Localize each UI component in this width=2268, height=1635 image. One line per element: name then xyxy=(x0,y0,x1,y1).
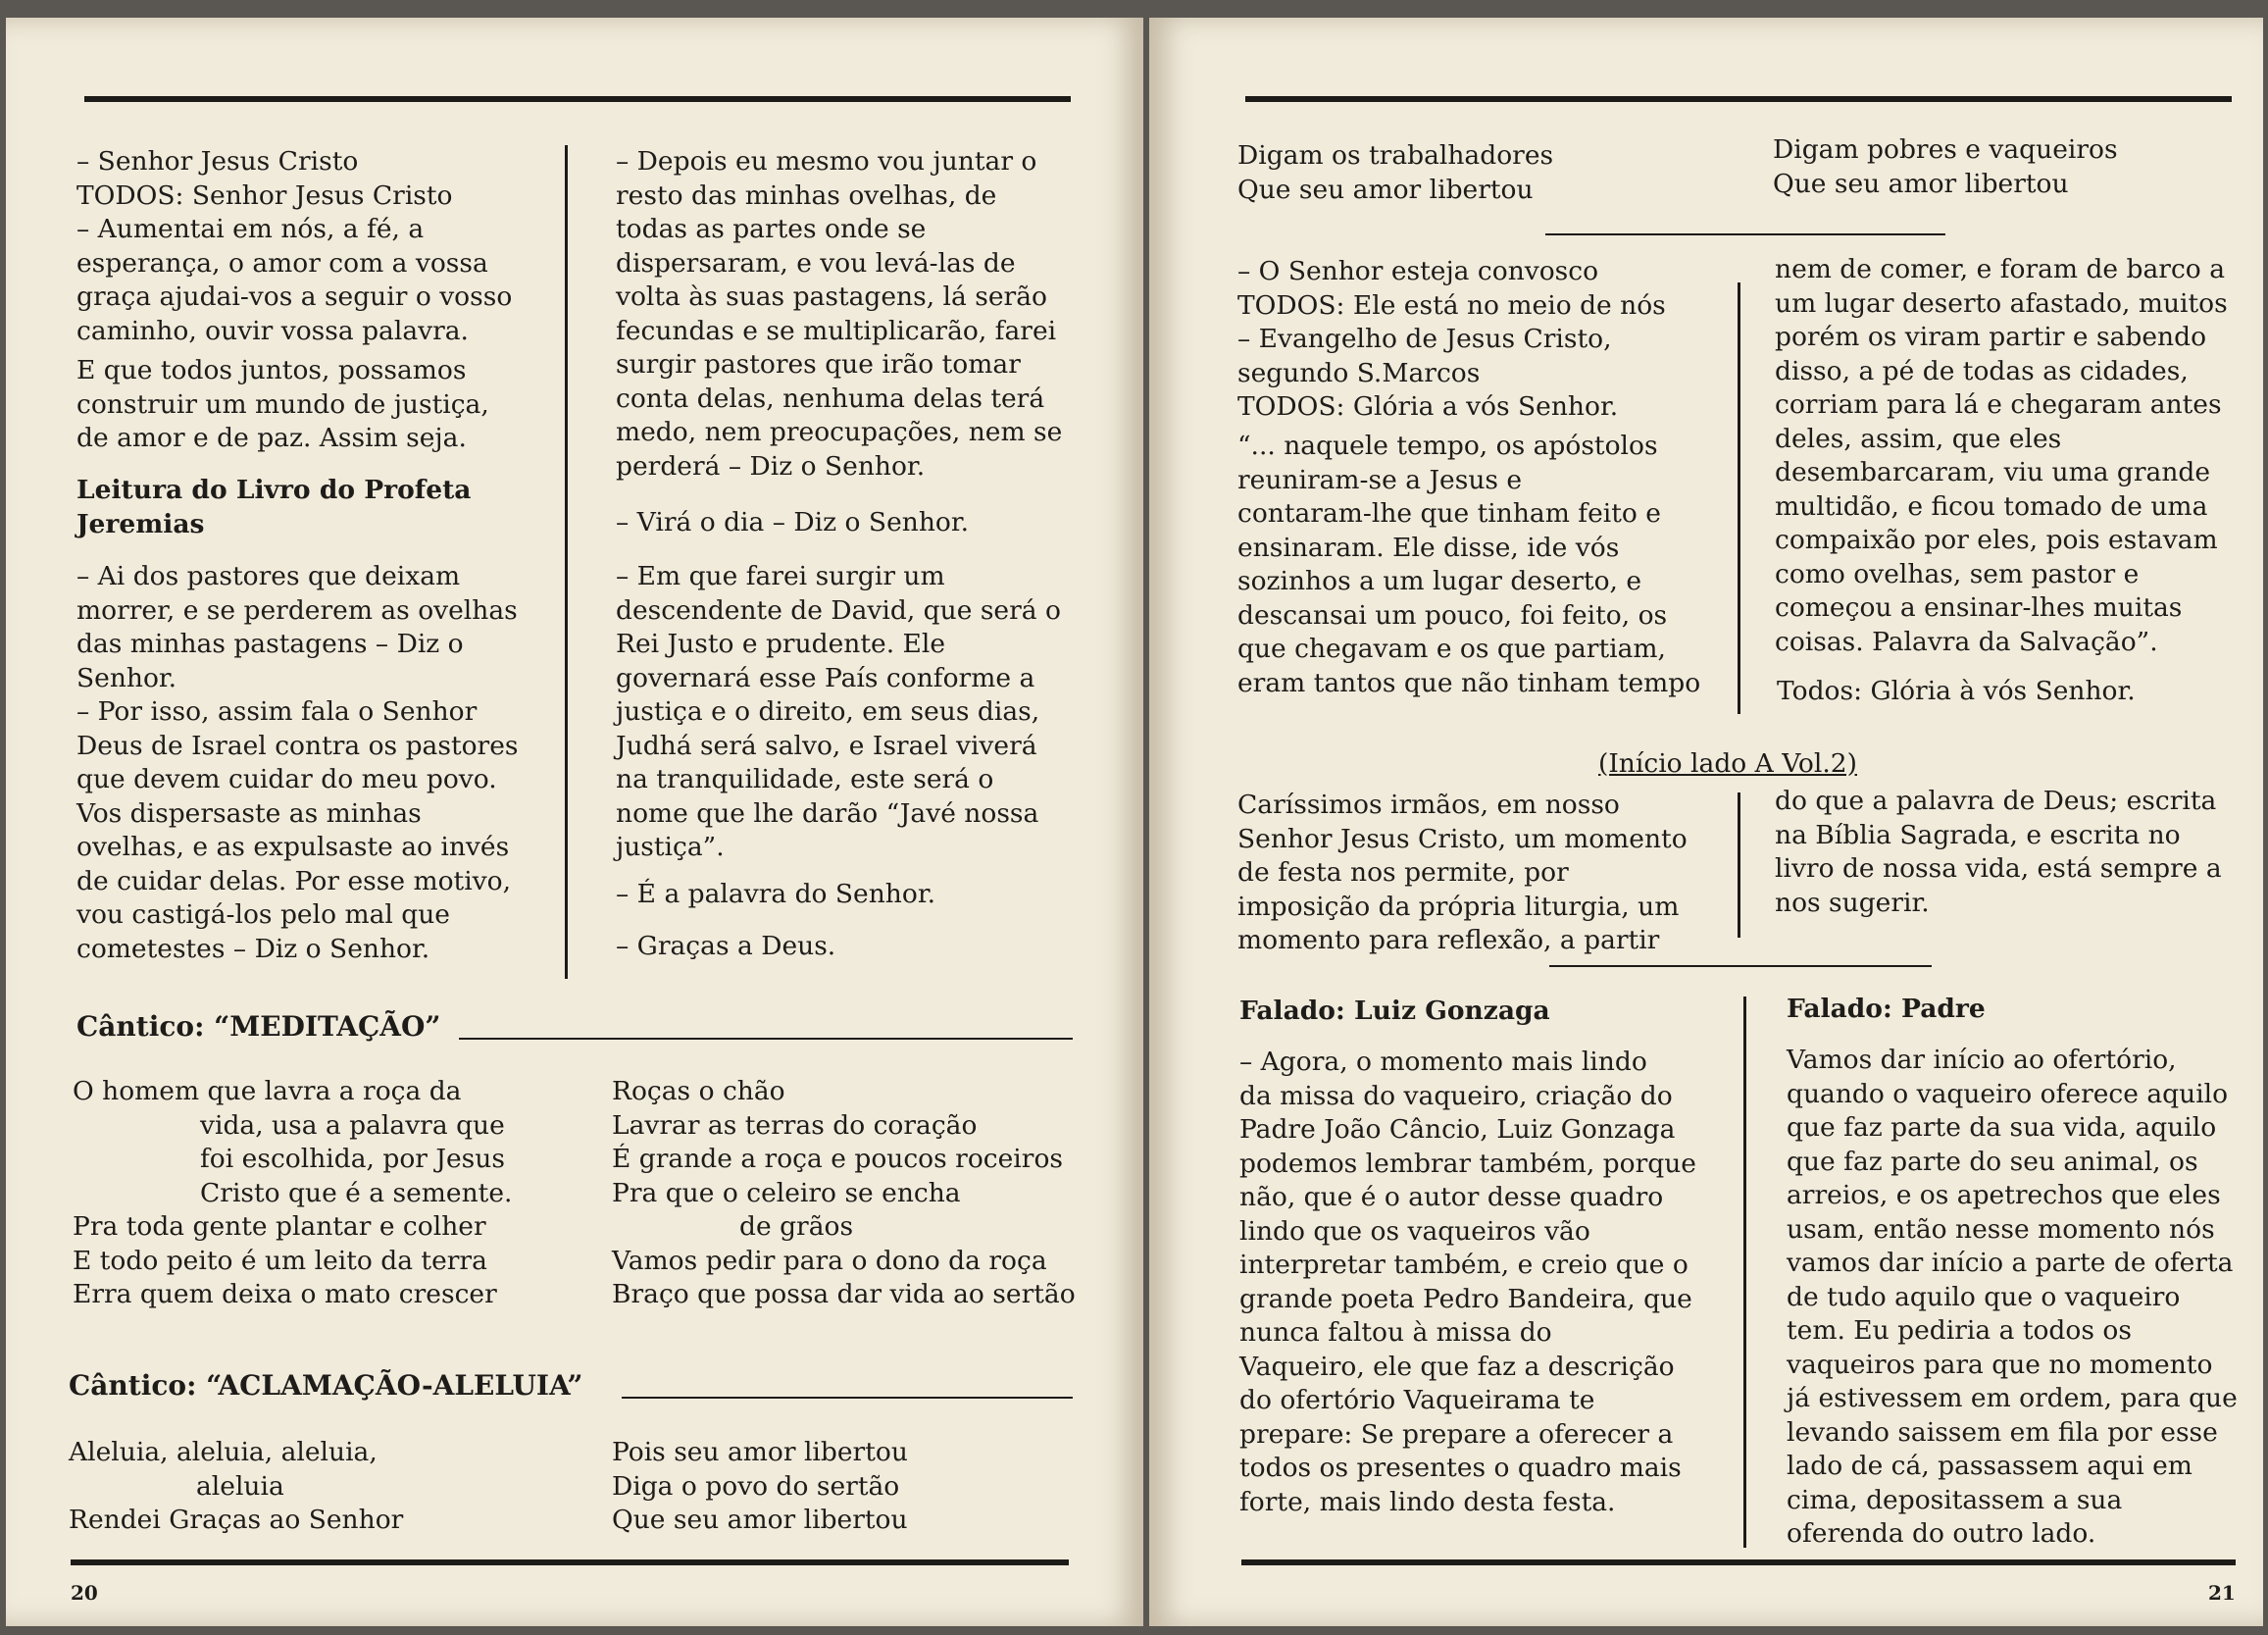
text-line: – Ai dos pastores que deixam xyxy=(76,561,461,591)
reading-text xyxy=(76,560,519,966)
text-line: Que seu amor libertou xyxy=(1773,168,2069,199)
text-line: livro de nossa vida, está sempre a xyxy=(1775,853,2222,884)
text-line: vida, usa a palavra que xyxy=(200,1109,505,1141)
text-line: – Em que farei surgir um xyxy=(616,561,945,591)
text-line: tem. Eu pediria a todos os xyxy=(1787,1315,2132,1346)
text-line: prepare: Se prepare a oferecer a xyxy=(1239,1418,1674,1450)
text-line: forte, mais lindo desta festa. xyxy=(1239,1486,1616,1517)
aclamacao-right xyxy=(612,1436,908,1538)
column-divider xyxy=(1738,282,1740,714)
text-line: foi escolhida, por Jesus xyxy=(200,1144,505,1174)
text-line: ovelhas, e as expulsaste ao invés xyxy=(76,832,510,862)
meditacao-left xyxy=(73,1075,512,1312)
text-line: construir um mundo de justiça, xyxy=(76,388,489,420)
bottom-rule xyxy=(1241,1559,2236,1565)
text-line: Vamos pedir para o dono da roça xyxy=(612,1245,1047,1276)
text-line: grande poeta Pedro Bandeira, que xyxy=(1239,1283,1692,1314)
left-page xyxy=(6,18,1143,1626)
text-line: esperança, o amor com a vossa xyxy=(76,247,488,279)
text-line: das minhas pastagens – Diz o xyxy=(76,629,464,659)
text-line: O homem que lavra a roça da xyxy=(73,1076,462,1106)
text-line: Braço que possa dar vida ao sertão xyxy=(612,1279,1076,1309)
text-line: todas as partes onde se xyxy=(616,214,927,244)
text-line: – Depois eu mesmo vou juntar o xyxy=(616,146,1037,177)
text-line: que devem cuidar do meu povo. xyxy=(76,764,497,794)
gospel-text xyxy=(1237,430,1700,700)
text-line: Digam os trabalhadores xyxy=(1237,140,1554,171)
text-line: Vos dispersaste as minhas xyxy=(76,797,422,829)
text-line: lindo que os vaqueiros vão xyxy=(1239,1215,1590,1247)
section-rule xyxy=(1545,233,1945,235)
text-line: do que a palavra de Deus; escrita xyxy=(1775,786,2217,816)
aclamacao-title: Cântico: “ACLAMAÇÃO-ALELUIA” xyxy=(69,1369,583,1402)
text-line: não, que é o autor desse quadro xyxy=(1239,1182,1664,1212)
text-line: reuniram-se a Jesus e xyxy=(1237,464,1523,495)
text-line: porém os viram partir e sabendo xyxy=(1775,322,2207,352)
text-line: descendente de David, que será o xyxy=(616,594,1061,626)
text-line: um lugar deserto afastado, muitos xyxy=(1775,287,2228,319)
text-line: Jeremias xyxy=(76,508,205,539)
text-line: Aleluia, aleluia, aleluia, xyxy=(69,1437,378,1467)
bottom-rule xyxy=(71,1559,1069,1565)
text-line: da missa do vaqueiro, criação do xyxy=(1239,1080,1673,1111)
meditacao-rule xyxy=(459,1038,1073,1040)
text-line: – Evangelho de Jesus Cristo, xyxy=(1237,324,1612,354)
text-line: TODOS: Senhor Jesus Cristo xyxy=(76,179,453,211)
text-line: sozinhos a um lugar deserto, e xyxy=(1237,566,1642,596)
text-line: do ofertório Vaqueirama te xyxy=(1239,1385,1595,1415)
text-line: “... naquele tempo, os apóstolos xyxy=(1237,431,1658,461)
text-line: Vamos dar início ao ofertório, xyxy=(1787,1045,2177,1075)
gospel-response: Todos: Glória à vós Senhor. xyxy=(1777,676,2136,706)
reading-line-vira: – Virá o dia – Diz o Senhor. xyxy=(616,507,970,537)
reading-continued-2 xyxy=(616,560,1061,865)
aclamacao-left xyxy=(69,1436,403,1538)
prayer-text-2 xyxy=(76,354,489,456)
aclamacao-rule xyxy=(622,1397,1073,1399)
reading-title xyxy=(76,474,471,541)
meditacao-title: Cântico: “MEDITAÇÃO” xyxy=(76,1010,441,1043)
text-line: vou castigá-los pelo mal que xyxy=(76,899,450,930)
page-number: 21 xyxy=(2208,1581,2236,1605)
text-line: Senhor. xyxy=(76,662,177,693)
text-line: interpretar também, e creio que o xyxy=(1239,1250,1688,1280)
text-line: fecundas e se multiplicarão, farei xyxy=(616,315,1057,346)
text-line: como ovelhas, sem pastor e xyxy=(1775,558,2140,589)
text-line: Erra quem deixa o mato crescer xyxy=(73,1279,497,1309)
text-line: todos os presentes o quadro mais xyxy=(1239,1453,1682,1483)
text-line: descansai um pouco, foi feito, os xyxy=(1237,599,1668,631)
text-line: Deus de Israel contra os pastores xyxy=(76,730,519,761)
inicio-label: (Início lado A Vol.2) xyxy=(1598,748,1857,779)
section-rule-2 xyxy=(1549,965,1932,967)
text-line: – Senhor Jesus Cristo xyxy=(76,146,359,177)
reading-continued xyxy=(616,145,1062,484)
text-line: nome que lhe darão “Javé nossa xyxy=(616,797,1039,829)
text-line: justiça e o direito, em seus dias, xyxy=(616,696,1040,727)
text-line: Cristo que é a semente. xyxy=(200,1177,513,1208)
text-line: surgir pastores que irão tomar xyxy=(616,349,1021,380)
gospel-dialogue xyxy=(1237,255,1666,425)
text-line: graça ajudai-vos a seguir o vosso xyxy=(76,281,513,312)
reading-line-palavra: – É a palavra do Senhor. xyxy=(616,879,936,909)
text-line: de festa nos permite, por xyxy=(1237,857,1569,888)
text-line: Caríssimos irmãos, em nosso xyxy=(1237,790,1620,820)
text-line: Lavrar as terras do coração xyxy=(612,1109,978,1141)
text-line: lado de cá, passassem aqui em xyxy=(1787,1451,2192,1481)
text-line: Leitura do Livro do Profeta xyxy=(76,475,472,505)
text-line: vamos dar início a parte de oferta xyxy=(1787,1248,2234,1278)
column-divider xyxy=(565,145,568,979)
text-line: – Aumentai em nós, a fé, a xyxy=(76,214,425,244)
text-line: imposição da própria liturgia, um xyxy=(1237,891,1680,922)
column-divider-2 xyxy=(1738,792,1740,938)
text-line: que chegavam e os que partiam, xyxy=(1237,634,1666,664)
text-line: de tudo aquilo que o vaqueiro xyxy=(1787,1281,2181,1312)
top-rule xyxy=(84,96,1071,102)
text-line: coisas. Palavra da Salvação”. xyxy=(1775,626,2158,657)
text-line: momento para reflexão, a partir xyxy=(1237,925,1660,955)
text-line: que faz parte da sua vida, aquilo xyxy=(1787,1112,2217,1143)
text-line: compaixão por eles, pois estavam xyxy=(1775,525,2218,555)
text-line: de grãos xyxy=(739,1211,854,1242)
text-line: Roças o chão xyxy=(612,1076,785,1106)
text-line: começou a ensinar-lhes muitas xyxy=(1775,592,2183,623)
text-line: Diga o povo do sertão xyxy=(612,1470,900,1502)
text-line: Pra que o celeiro se encha xyxy=(612,1177,961,1208)
text-line: segundo S.Marcos xyxy=(1237,357,1481,388)
text-line: morrer, e se perderem as ovelhas xyxy=(76,594,518,626)
padre-title: Falado: Padre xyxy=(1787,994,1986,1024)
text-line: governará esse País conforme a xyxy=(616,662,1035,693)
text-line: volta às suas pastagens, lá serão xyxy=(616,281,1047,312)
text-line: Pra toda gente plantar e colher xyxy=(73,1211,486,1242)
text-line: que faz parte do seu animal, os xyxy=(1787,1146,2198,1177)
text-line: Judhá será salvo, e Israel viverá xyxy=(616,730,1037,761)
text-line: cima, depositassem a sua xyxy=(1787,1484,2123,1515)
text-line: usam, então nesse momento nós xyxy=(1787,1213,2215,1245)
text-line: justiça”. xyxy=(616,832,725,862)
padre-text xyxy=(1787,1044,2238,1552)
text-line: – Por isso, assim fala o Senhor xyxy=(76,696,478,727)
text-line: TODOS: Glória a vós Senhor. xyxy=(1237,391,1619,422)
text-line: Rei Justo e prudente. Ele xyxy=(616,629,946,659)
text-line: na tranquilidade, este será o xyxy=(616,764,994,794)
text-line: de cuidar delas. Por esse motivo, xyxy=(76,865,512,896)
text-line: levando saissem em fila por esse xyxy=(1787,1416,2218,1448)
text-line: arreios, e os apetrechos que eles xyxy=(1787,1180,2221,1210)
page-number: 20 xyxy=(71,1581,98,1605)
text-line: nunca faltou à missa do xyxy=(1239,1317,1552,1348)
text-line: vaqueiros para que no momento xyxy=(1787,1349,2213,1380)
text-line: caminho, ouvir vossa palavra. xyxy=(76,315,469,346)
gonzaga-title: Falado: Luiz Gonzaga xyxy=(1239,996,1550,1026)
text-line: Digam pobres e vaqueiros xyxy=(1773,134,2118,165)
text-line: – Agora, o momento mais lindo xyxy=(1239,1047,1647,1077)
text-line: ensinaram. Ele disse, ide vós xyxy=(1237,532,1620,563)
text-line: dispersaram, e vou levá-las de xyxy=(616,247,1016,279)
text-line: Que seu amor libertou xyxy=(1237,174,1534,205)
text-line: cometestes – Diz o Senhor. xyxy=(76,933,430,964)
top-rule xyxy=(1245,96,2232,102)
reflection-text-continued xyxy=(1775,785,2222,920)
text-line: corriam para lá e chegaram antes xyxy=(1775,389,2222,420)
text-line: Vaqueiro, ele que faz a descrição xyxy=(1239,1351,1675,1382)
gonzaga-text xyxy=(1239,1046,1696,1519)
text-line: quando o vaqueiro oferece aquilo xyxy=(1787,1078,2229,1109)
lyric-right xyxy=(1773,133,2118,201)
text-line: Padre João Câncio, Luiz Gonzaga xyxy=(1239,1114,1676,1145)
right-page xyxy=(1149,18,2263,1626)
text-line: Pois seu amor libertou xyxy=(612,1437,908,1467)
text-line: aleluia xyxy=(196,1470,284,1502)
text-line: – O Senhor esteja convosco xyxy=(1237,256,1599,286)
text-line: já estivessem em ordem, para que xyxy=(1787,1383,2238,1413)
text-line: multidão, e ficou tomado de uma xyxy=(1775,490,2208,522)
text-line: Que seu amor libertou xyxy=(612,1505,908,1535)
text-line: E que todos juntos, possamos xyxy=(76,355,467,385)
meditacao-right xyxy=(612,1075,1076,1312)
text-line: E todo peito é um leito da terra xyxy=(73,1245,487,1276)
column-divider-3 xyxy=(1743,996,1746,1548)
text-line: Rendei Graças ao Senhor xyxy=(69,1505,404,1535)
text-line: disso, a pé de todas as cidades, xyxy=(1775,355,2189,386)
text-line: nos sugerir. xyxy=(1775,887,1930,918)
gospel-text-continued xyxy=(1775,253,2228,659)
text-line: medo, nem preocupações, nem se xyxy=(616,417,1063,447)
text-line: contaram-lhe que tinham feito e xyxy=(1237,498,1661,529)
text-line: eram tantos que não tinham tempo xyxy=(1237,667,1701,698)
text-line: É grande a roça e poucos roceiros xyxy=(612,1144,1063,1174)
text-line: Senhor Jesus Cristo, um momento xyxy=(1237,823,1688,854)
text-line: deles, assim, que eles xyxy=(1775,423,2062,454)
text-line: perderá – Diz o Senhor. xyxy=(616,450,926,482)
reflection-text xyxy=(1237,789,1688,958)
text-line: desembarcaram, viu uma grande xyxy=(1775,457,2211,487)
text-line: oferenda do outro lado. xyxy=(1787,1518,2096,1549)
prayer-text xyxy=(76,145,512,348)
text-line: podemos lembrar também, porque xyxy=(1239,1148,1696,1179)
reading-line-gracas: – Graças a Deus. xyxy=(616,931,836,961)
text-line: de amor e de paz. Assim seja. xyxy=(76,423,467,453)
lyric-left xyxy=(1237,139,1553,207)
text-line: conta delas, nenhuma delas terá xyxy=(616,383,1045,414)
text-line: TODOS: Ele está no meio de nós xyxy=(1237,289,1666,321)
text-line: na Bíblia Sagrada, e escrita no xyxy=(1775,819,2181,850)
text-line: resto das minhas ovelhas, de xyxy=(616,179,997,211)
text-line: nem de comer, e foram de barco a xyxy=(1775,254,2225,284)
